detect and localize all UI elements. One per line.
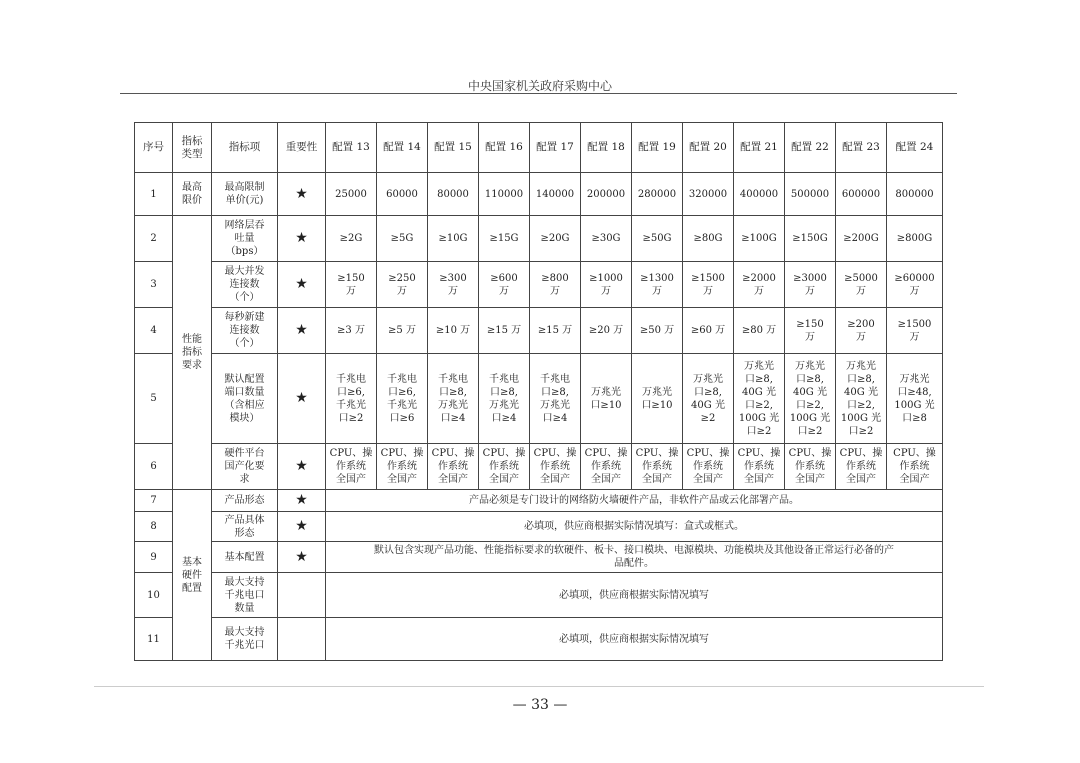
config-value-cell: CPU、操 作系统 全国产 [428, 444, 479, 490]
row-number: 11 [135, 618, 173, 661]
config-value-cell: ≥200G [836, 216, 887, 262]
table-row [135, 308, 943, 354]
footer-divider [94, 686, 984, 687]
requirement-text-cell: 必填项，供应商根据实际情况填写：盒式或框式。 [326, 512, 943, 542]
config-value-cell: 千兆电 口≥6, 千兆光 口≥2 [326, 354, 377, 444]
row-number: 5 [135, 354, 173, 444]
config-value-cell: ≥1500 万 [887, 308, 943, 354]
column-header: 配置 21 [734, 123, 785, 173]
config-value-cell: ≥1000 万 [581, 262, 632, 308]
importance-star: ★ [278, 542, 326, 573]
importance-star [278, 618, 326, 661]
column-header: 配置 18 [581, 123, 632, 173]
indicator-item: 默认配置 端口数量 （含相应 模块） [212, 354, 278, 444]
table-row [135, 354, 943, 444]
config-value-cell: CPU、操 作系统 全国产 [530, 444, 581, 490]
column-header: 序号 [135, 123, 173, 173]
row-number: 6 [135, 444, 173, 490]
importance-star: ★ [278, 262, 326, 308]
config-value-cell: CPU、操 作系统 全国产 [377, 444, 428, 490]
row-number: 4 [135, 308, 173, 354]
config-value-cell: ≥60 万 [683, 308, 734, 354]
indicator-item: 网络层吞 吐量 （bps） [212, 216, 278, 262]
table-row [135, 444, 943, 490]
importance-star: ★ [278, 354, 326, 444]
column-header: 重要性 [278, 123, 326, 173]
config-value-cell: ≥10 万 [428, 308, 479, 354]
row-number: 2 [135, 216, 173, 262]
config-value-cell: ≥3 万 [326, 308, 377, 354]
indicator-type-cell: 性能 指标 要求 [173, 216, 212, 490]
config-value-cell: 千兆电 口≥8, 万兆光 口≥4 [428, 354, 479, 444]
config-value-cell: 千兆电 口≥8, 万兆光 口≥4 [530, 354, 581, 444]
table-row [135, 512, 943, 542]
config-value-cell: CPU、操 作系统 全国产 [326, 444, 377, 490]
config-value-cell: 110000 [479, 173, 530, 216]
config-value-cell: ≥800 万 [530, 262, 581, 308]
config-value-cell: CPU、操 作系统 全国产 [479, 444, 530, 490]
config-value-cell: 60000 [377, 173, 428, 216]
config-value-cell: ≥200 万 [836, 308, 887, 354]
config-value-cell: 万兆光 口≥10 [632, 354, 683, 444]
config-value-cell: ≥2G [326, 216, 377, 262]
row-number: 1 [135, 173, 173, 216]
config-value-cell: ≥800G [887, 216, 943, 262]
config-value-cell: ≥5000 万 [836, 262, 887, 308]
column-header: 配置 17 [530, 123, 581, 173]
config-value-cell: 25000 [326, 173, 377, 216]
table-header-row [135, 123, 943, 173]
config-value-cell: ≥5 万 [377, 308, 428, 354]
config-value-cell: ≥100G [734, 216, 785, 262]
config-value-cell: ≥15 万 [479, 308, 530, 354]
config-value-cell: 万兆光 口≥8, 40G 光 ≥2 [683, 354, 734, 444]
column-header: 配置 23 [836, 123, 887, 173]
indicator-type-cell: 最高 限价 [173, 173, 212, 216]
indicator-item: 最大支持 千兆电口 数量 [212, 573, 278, 618]
config-value-cell: ≥80G [683, 216, 734, 262]
column-header: 配置 15 [428, 123, 479, 173]
indicator-item: 最大支持 千兆光口 [212, 618, 278, 661]
table-row [135, 573, 943, 618]
config-value-cell: ≥50 万 [632, 308, 683, 354]
config-value-cell: CPU、操 作系统 全国产 [683, 444, 734, 490]
spec-table [134, 122, 943, 661]
config-value-cell: 万兆光 口≥10 [581, 354, 632, 444]
config-value-cell: 140000 [530, 173, 581, 216]
config-value-cell: 280000 [632, 173, 683, 216]
config-value-cell: 千兆电 口≥8, 万兆光 口≥4 [479, 354, 530, 444]
config-value-cell: CPU、操 作系统 全国产 [632, 444, 683, 490]
header-divider [120, 93, 957, 94]
config-value-cell: ≥150 万 [326, 262, 377, 308]
importance-star: ★ [278, 173, 326, 216]
table-row [135, 542, 943, 573]
config-value-cell: CPU、操 作系统 全国产 [734, 444, 785, 490]
requirement-text-cell: 必填项，供应商根据实际情况填写 [326, 573, 943, 618]
row-number: 9 [135, 542, 173, 573]
indicator-item: 产品形态 [212, 490, 278, 512]
config-value-cell: ≥20 万 [581, 308, 632, 354]
config-value-cell: ≥60000 万 [887, 262, 943, 308]
config-value-cell: ≥1300 万 [632, 262, 683, 308]
config-value-cell: CPU、操 作系统 全国产 [785, 444, 836, 490]
requirement-text-cell: 必填项，供应商根据实际情况填写 [326, 618, 943, 661]
config-value-cell: 200000 [581, 173, 632, 216]
indicator-type-cell: 基本 硬件 配置 [173, 490, 212, 661]
row-number: 3 [135, 262, 173, 308]
config-value-cell: CPU、操 作系统 全国产 [887, 444, 943, 490]
row-number: 8 [135, 512, 173, 542]
config-value-cell: ≥2000 万 [734, 262, 785, 308]
importance-star [278, 573, 326, 618]
column-header: 配置 22 [785, 123, 836, 173]
config-value-cell: ≥15 万 [530, 308, 581, 354]
table-row [135, 262, 943, 308]
config-value-cell: ≥150 万 [785, 308, 836, 354]
config-value-cell: 80000 [428, 173, 479, 216]
config-value-cell: ≥50G [632, 216, 683, 262]
config-value-cell: ≥600 万 [479, 262, 530, 308]
column-header: 指标 类型 [173, 123, 212, 173]
indicator-item: 最大并发 连接数 （个） [212, 262, 278, 308]
row-number: 7 [135, 490, 173, 512]
page-header-title: 中央国家机关政府采购中心 [467, 79, 612, 93]
config-value-cell: 400000 [734, 173, 785, 216]
config-value-cell: ≥250 万 [377, 262, 428, 308]
column-header: 配置 24 [887, 123, 943, 173]
config-value-cell: 万兆光 口≥48, 100G 光 口≥8 [887, 354, 943, 444]
config-value-cell: ≥150G [785, 216, 836, 262]
table-row [135, 618, 943, 661]
requirement-text-cell: 默认包含实现产品功能、性能指标要求的软硬件、板卡、接口模块、电源模块、功能模块及其他设备正常运行必备的产 品配件。 [326, 542, 943, 573]
indicator-item: 硬件平台 国产化要 求 [212, 444, 278, 490]
column-header: 配置 14 [377, 123, 428, 173]
importance-star: ★ [278, 490, 326, 512]
indicator-item: 最高限制 单价(元) [212, 173, 278, 216]
column-header: 配置 16 [479, 123, 530, 173]
config-value-cell: 万兆光 口≥8, 40G 光 口≥2, 100G 光 口≥2 [734, 354, 785, 444]
row-number: 10 [135, 573, 173, 618]
indicator-item: 每秒新建 连接数 （个） [212, 308, 278, 354]
indicator-item: 产品具体 形态 [212, 512, 278, 542]
table-row [135, 173, 943, 216]
config-value-cell: ≥80 万 [734, 308, 785, 354]
config-value-cell: ≥10G [428, 216, 479, 262]
config-value-cell: ≥20G [530, 216, 581, 262]
importance-star: ★ [278, 512, 326, 542]
importance-star: ★ [278, 444, 326, 490]
column-header: 指标项 [212, 123, 278, 173]
column-header: 配置 13 [326, 123, 377, 173]
table-row [135, 216, 943, 262]
config-value-cell: 800000 [887, 173, 943, 216]
config-value-cell: 万兆光 口≥8, 40G 光 口≥2, 100G 光 口≥2 [785, 354, 836, 444]
config-value-cell: CPU、操 作系统 全国产 [581, 444, 632, 490]
config-value-cell: ≥300 万 [428, 262, 479, 308]
config-value-cell: 600000 [836, 173, 887, 216]
importance-star: ★ [278, 216, 326, 262]
config-value-cell: ≥1500 万 [683, 262, 734, 308]
config-value-cell: ≥3000 万 [785, 262, 836, 308]
config-value-cell: CPU、操 作系统 全国产 [836, 444, 887, 490]
config-value-cell: 万兆光 口≥8, 40G 光 口≥2, 100G 光 口≥2 [836, 354, 887, 444]
config-value-cell: 千兆电 口≥6, 千兆光 口≥6 [377, 354, 428, 444]
page-number: — 33 — [512, 697, 568, 713]
importance-star: ★ [278, 308, 326, 354]
config-value-cell: 320000 [683, 173, 734, 216]
config-value-cell: ≥5G [377, 216, 428, 262]
column-header: 配置 19 [632, 123, 683, 173]
requirement-text-cell: 产品必须是专门设计的网络防火墙硬件产品，非软件产品或云化部署产品。 [326, 490, 943, 512]
indicator-item: 基本配置 [212, 542, 278, 573]
config-value-cell: 500000 [785, 173, 836, 216]
config-value-cell: ≥30G [581, 216, 632, 262]
config-value-cell: ≥15G [479, 216, 530, 262]
table-row [135, 490, 943, 512]
column-header: 配置 20 [683, 123, 734, 173]
